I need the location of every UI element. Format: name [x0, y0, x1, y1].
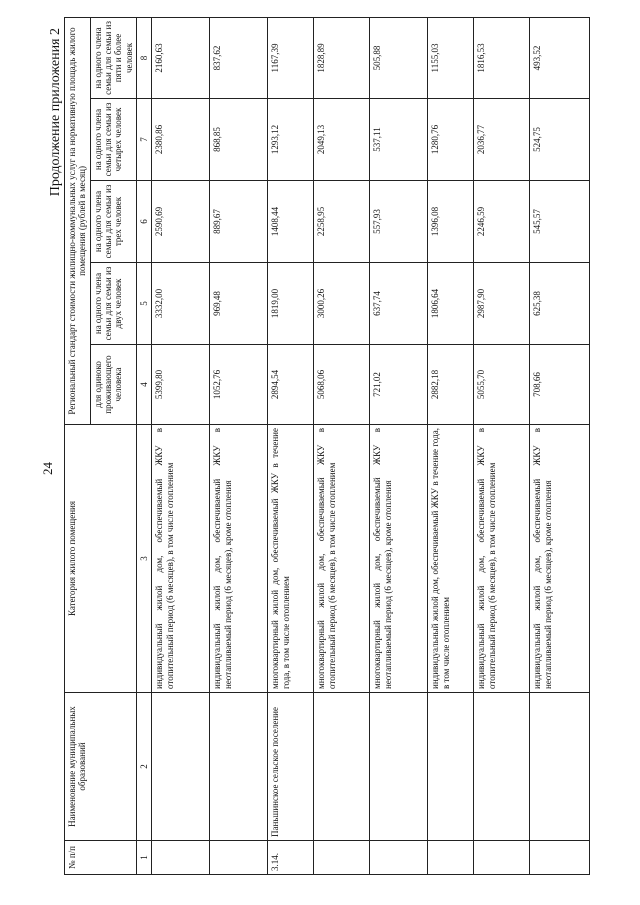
table-row — [268, 17, 314, 874]
value-cell: 2258,95 — [314, 181, 370, 263]
table-row — [530, 17, 590, 874]
value-cell: 3332,00 — [152, 263, 210, 345]
value-cell: 721,02 — [370, 345, 428, 425]
tariff-table — [64, 17, 590, 875]
value-cell: 1408,44 — [268, 181, 314, 263]
row-category: индивидуальный жилой дом, обеспечиваемый ЖКУ в отопительный период (6 месяцев), в том числе отоплением — [474, 425, 530, 693]
value-cell: 2036,77 — [474, 99, 530, 181]
value-cell: 1280,76 — [428, 99, 474, 181]
value-cell: 3000,26 — [314, 263, 370, 345]
header-row-top — [65, 17, 91, 874]
header-sub-2: на одного члена семьи для семьи из двух человек — [90, 263, 136, 345]
row-municipality — [530, 693, 590, 841]
column-number: 5 — [137, 263, 152, 345]
table-row — [152, 17, 210, 874]
page-number: 24 — [40, 462, 55, 475]
value-cell: 1293,12 — [268, 99, 314, 181]
value-cell: 889,67 — [210, 181, 268, 263]
table-row — [314, 17, 370, 874]
row-no — [370, 841, 428, 875]
row-municipality — [428, 693, 474, 841]
header-sub-4: на одного члена семьи для семьи из четырех человек — [90, 99, 136, 181]
value-cell: 2246,59 — [474, 181, 530, 263]
value-cell: 493,52 — [530, 17, 590, 98]
value-cell: 537,11 — [370, 99, 428, 181]
header-sub-1: для одиноко проживающего человека — [90, 345, 136, 425]
value-cell: 1167,39 — [268, 17, 314, 98]
column-number: 8 — [137, 17, 152, 98]
row-municipality — [474, 693, 530, 841]
value-cell: 2380,86 — [152, 99, 210, 181]
column-number: 7 — [137, 99, 152, 181]
column-number: 3 — [137, 425, 152, 693]
value-cell: 5068,06 — [314, 345, 370, 425]
row-no — [210, 841, 268, 875]
row-category: индивидуальный жилой дом, обеспечиваемый ЖКУ в отопительный период (6 месяцев), в том числе отоплением — [152, 425, 210, 693]
continuation-title: Продолжение приложения 2 — [48, 28, 63, 197]
value-cell: 625,38 — [530, 263, 590, 345]
row-category: многоквартирный жилой дом, обеспечиваемый ЖКУ в неотапливаемый период (6 месяцев), кроме отопления — [370, 425, 428, 693]
row-no — [428, 841, 474, 875]
value-cell: 1828,89 — [314, 17, 370, 98]
row-municipality — [370, 693, 428, 841]
table-row — [370, 17, 428, 874]
table-row — [428, 17, 474, 874]
column-number: 4 — [137, 345, 152, 425]
row-category: индивидуальный жилой дом, обеспечиваемый ЖКУ в неотапливаемый период (6 месяцев), кроме отопления — [210, 425, 268, 693]
header-standard: Региональный стандарт стоимости жилищно-коммунальных услуг на нормативную площадь жилого помещения (рублей в месяц) — [65, 17, 91, 424]
row-no — [530, 841, 590, 875]
header-sub-5: на одного члена семьи для семьи из пяти и более человек — [90, 17, 136, 98]
column-number: 6 — [137, 181, 152, 263]
value-cell: 557,93 — [370, 181, 428, 263]
row-no: 3.14. — [268, 841, 314, 875]
value-cell: 1396,08 — [428, 181, 474, 263]
value-cell: 1806,64 — [428, 263, 474, 345]
value-cell: 524,75 — [530, 99, 590, 181]
value-cell: 5055,70 — [474, 345, 530, 425]
value-cell: 868,85 — [210, 99, 268, 181]
value-cell: 1155,03 — [428, 17, 474, 98]
value-cell: 837,62 — [210, 17, 268, 98]
value-cell: 1819,00 — [268, 263, 314, 345]
value-cell: 2590,69 — [152, 181, 210, 263]
value-cell: 2049,13 — [314, 99, 370, 181]
row-category: многоквартирный жилой дом, обеспечиваемый ЖКУ в отопительный период (6 месяцев), в том числе отоплением — [314, 425, 370, 693]
value-cell: 969,48 — [210, 263, 268, 345]
row-category: индивидуальный жилой дом, обеспечиваемый ЖКУ в течение года, в том числе отоплением — [428, 425, 474, 693]
value-cell: 2987,90 — [474, 263, 530, 345]
header-no: № п/п — [65, 841, 137, 875]
value-cell: 1816,53 — [474, 17, 530, 98]
row-municipality — [314, 693, 370, 841]
header-sub-3: на одного члена семьи для семьи из трех человек — [90, 181, 136, 263]
row-category: индивидуальный жилой дом, обеспечиваемый ЖКУ в неотапливаемый период (6 месяцев), кроме отопления — [530, 425, 590, 693]
column-number: 1 — [137, 841, 152, 875]
value-cell: 708,66 — [530, 345, 590, 425]
value-cell: 5399,80 — [152, 345, 210, 425]
row-municipality — [210, 693, 268, 841]
value-cell: 2160,63 — [152, 17, 210, 98]
row-category: многоквартирный жилой дом, обеспечиваемый ЖКУ в течение года, в том числе отоплением — [268, 425, 314, 693]
value-cell: 545,57 — [530, 181, 590, 263]
column-number-row — [137, 17, 152, 874]
header-municipality: Наименование муниципальных образований — [65, 693, 137, 841]
value-cell: 637,74 — [370, 263, 428, 345]
header-category: Категория жилого помещения — [65, 425, 137, 693]
value-cell: 2882,18 — [428, 345, 474, 425]
table-row — [474, 17, 530, 874]
row-no — [314, 841, 370, 875]
row-municipality: Паньшинское сельское поселение — [268, 693, 314, 841]
column-number: 2 — [137, 693, 152, 841]
row-no — [474, 841, 530, 875]
row-no — [152, 841, 210, 875]
value-cell: 1052,76 — [210, 345, 268, 425]
row-municipality — [152, 693, 210, 841]
table-row — [210, 17, 268, 874]
value-cell: 2894,54 — [268, 345, 314, 425]
value-cell: 505,88 — [370, 17, 428, 98]
